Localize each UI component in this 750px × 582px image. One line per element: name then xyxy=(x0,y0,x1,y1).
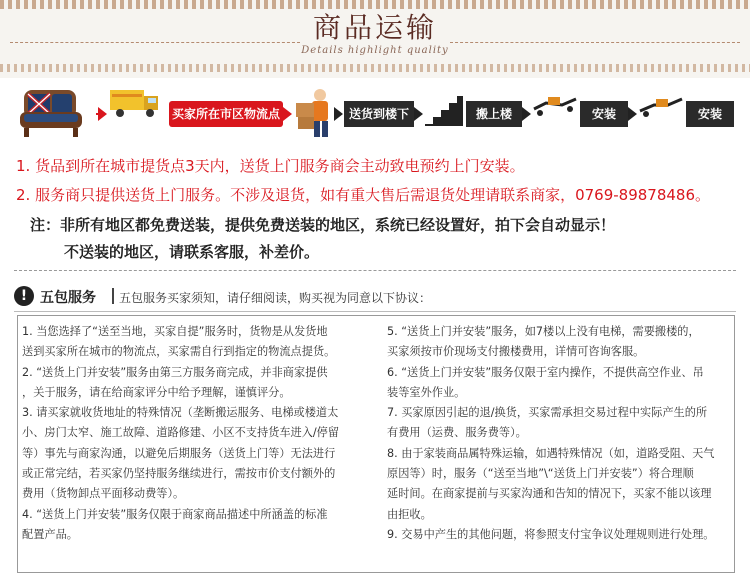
service-header xyxy=(14,286,736,308)
flow-step-install-2: 安装 xyxy=(686,101,734,127)
terms-line: 由拒收。 xyxy=(387,507,432,521)
tool-icon xyxy=(638,95,684,119)
terms-line: 费用（货物卸点平面移动费等）。 xyxy=(22,487,185,501)
notice-line-2: 2. 服务商只提供送货上门服务。不涉及退货，如有重大售后需退货处理请联系商家，0769-89878486。 xyxy=(16,186,711,204)
flow-step-deliver-downstairs: 送货到楼下 xyxy=(344,101,414,127)
notice-line-1: 1. 货品到所在城市提货点3天内，送货上门服务商会主动致电预约上门安装。 xyxy=(16,157,525,175)
terms-line: 1. 当您选择了“送至当地，买家自提”服务时，货物是从发货地 xyxy=(22,325,328,338)
terms-column-left xyxy=(22,322,374,545)
sofa-icon xyxy=(18,86,98,140)
terms-box xyxy=(17,315,735,573)
terms-line: 等）事先与商家沟通，以避免后期服务（送货上门等）无法进行 xyxy=(22,446,336,460)
terms-line: 5. “送货上门并安装”服务，如7楼以上没有电梯，需要搬楼的， xyxy=(387,325,700,338)
delivery-flow xyxy=(0,84,750,144)
terms-line: 4. “送货上门并安装”服务仅限于商家商品描述中所涵盖的标准 xyxy=(22,507,328,521)
terms-line: 9. 交易中产生的其他问题，将参照支付宝争议处理规则进行处理。 xyxy=(387,527,715,541)
warning-icon: ! xyxy=(14,286,34,306)
terms-line: 2. “送货上门并安装”服务由第三方服务商完成，并非商家提供 xyxy=(22,365,328,379)
flow-arrow-icon xyxy=(283,107,292,121)
flow-arrow-icon xyxy=(98,107,107,121)
notice-line-4: 不送装的地区，请联系客服，补差价。 xyxy=(64,243,320,261)
flow-arrow-icon xyxy=(522,107,531,121)
service-description: 五包服务买家须知，请仔细阅读，购买视为同意以下协议： xyxy=(119,291,432,305)
terms-line: 送到买家所在城市的物流点，买家需自行到指定的物流点提货。 xyxy=(22,345,336,359)
page-subtitle: Details highlight quality xyxy=(301,45,449,56)
section-divider xyxy=(14,270,736,271)
terms-line: 3. 请买家就收货地址的特殊情况（垄断搬运服务、电梯或楼道太 xyxy=(22,406,339,420)
flow-step-carry-upstairs: 搬上楼 xyxy=(466,101,522,127)
stairs-icon xyxy=(425,96,463,126)
terms-line: 原因等）时，服务（“送至当地”\“送货上门并安装”）将合理顺 xyxy=(387,467,694,481)
lace-border-bottom xyxy=(0,64,750,72)
carrier-icon xyxy=(532,95,578,119)
terms-line: 或正常完结，若买家仍坚持服务继续进行，需按市价支付额外的 xyxy=(22,467,336,481)
terms-line: 延时间。在商家提前与买家沟通和告知的情况下，买家不能以该理 xyxy=(387,487,712,501)
flow-step-install-1: 安装 xyxy=(580,101,628,127)
service-title: 五包服务 xyxy=(40,290,96,306)
terms-line: 买家须按市价现场支付搬楼费用，详情可咨询客服。 xyxy=(387,345,645,359)
terms-column-right xyxy=(387,322,733,545)
service-header-rule xyxy=(14,311,736,312)
page-header xyxy=(0,0,750,78)
terms-line: 小、房门太窄、施工故障、道路修建、小区不支持货车进入/停留 xyxy=(22,426,340,440)
truck-icon xyxy=(110,86,162,120)
page-title: 商品运输 xyxy=(312,11,437,44)
terms-line: 有费用（运费、服务费等）。 xyxy=(387,426,527,440)
title-separator xyxy=(112,288,114,304)
terms-line: 配置产品。 xyxy=(22,527,78,541)
flow-arrow-icon xyxy=(334,107,343,121)
flow-step-pickup-point: 买家所在市区物流点 xyxy=(169,101,283,127)
flow-arrow-icon xyxy=(414,107,423,121)
terms-line: 6. “送货上门并安装”服务仅限于室内操作，不提供高空作业、吊 xyxy=(387,365,704,379)
terms-line: ，关于服务，请在给商家评分中给予理解，谨慎评分。 xyxy=(22,385,291,399)
notice-line-3: 注：非所有地区都免费送装，提供免费送装的地区，系统已经设置好，拍下会自动显示！ xyxy=(30,216,616,234)
terms-line: 8. 由于家装商品属特殊运输，如遇特殊情况（如，道路受阻、天气 xyxy=(387,446,715,460)
flow-arrow-icon xyxy=(628,107,637,121)
courier-icon xyxy=(294,87,336,139)
terms-line: 7. 买家原因引起的退/换货，买家需承担交易过程中实际产生的所 xyxy=(387,406,708,420)
terms-line: 装等室外作业。 xyxy=(387,385,466,399)
